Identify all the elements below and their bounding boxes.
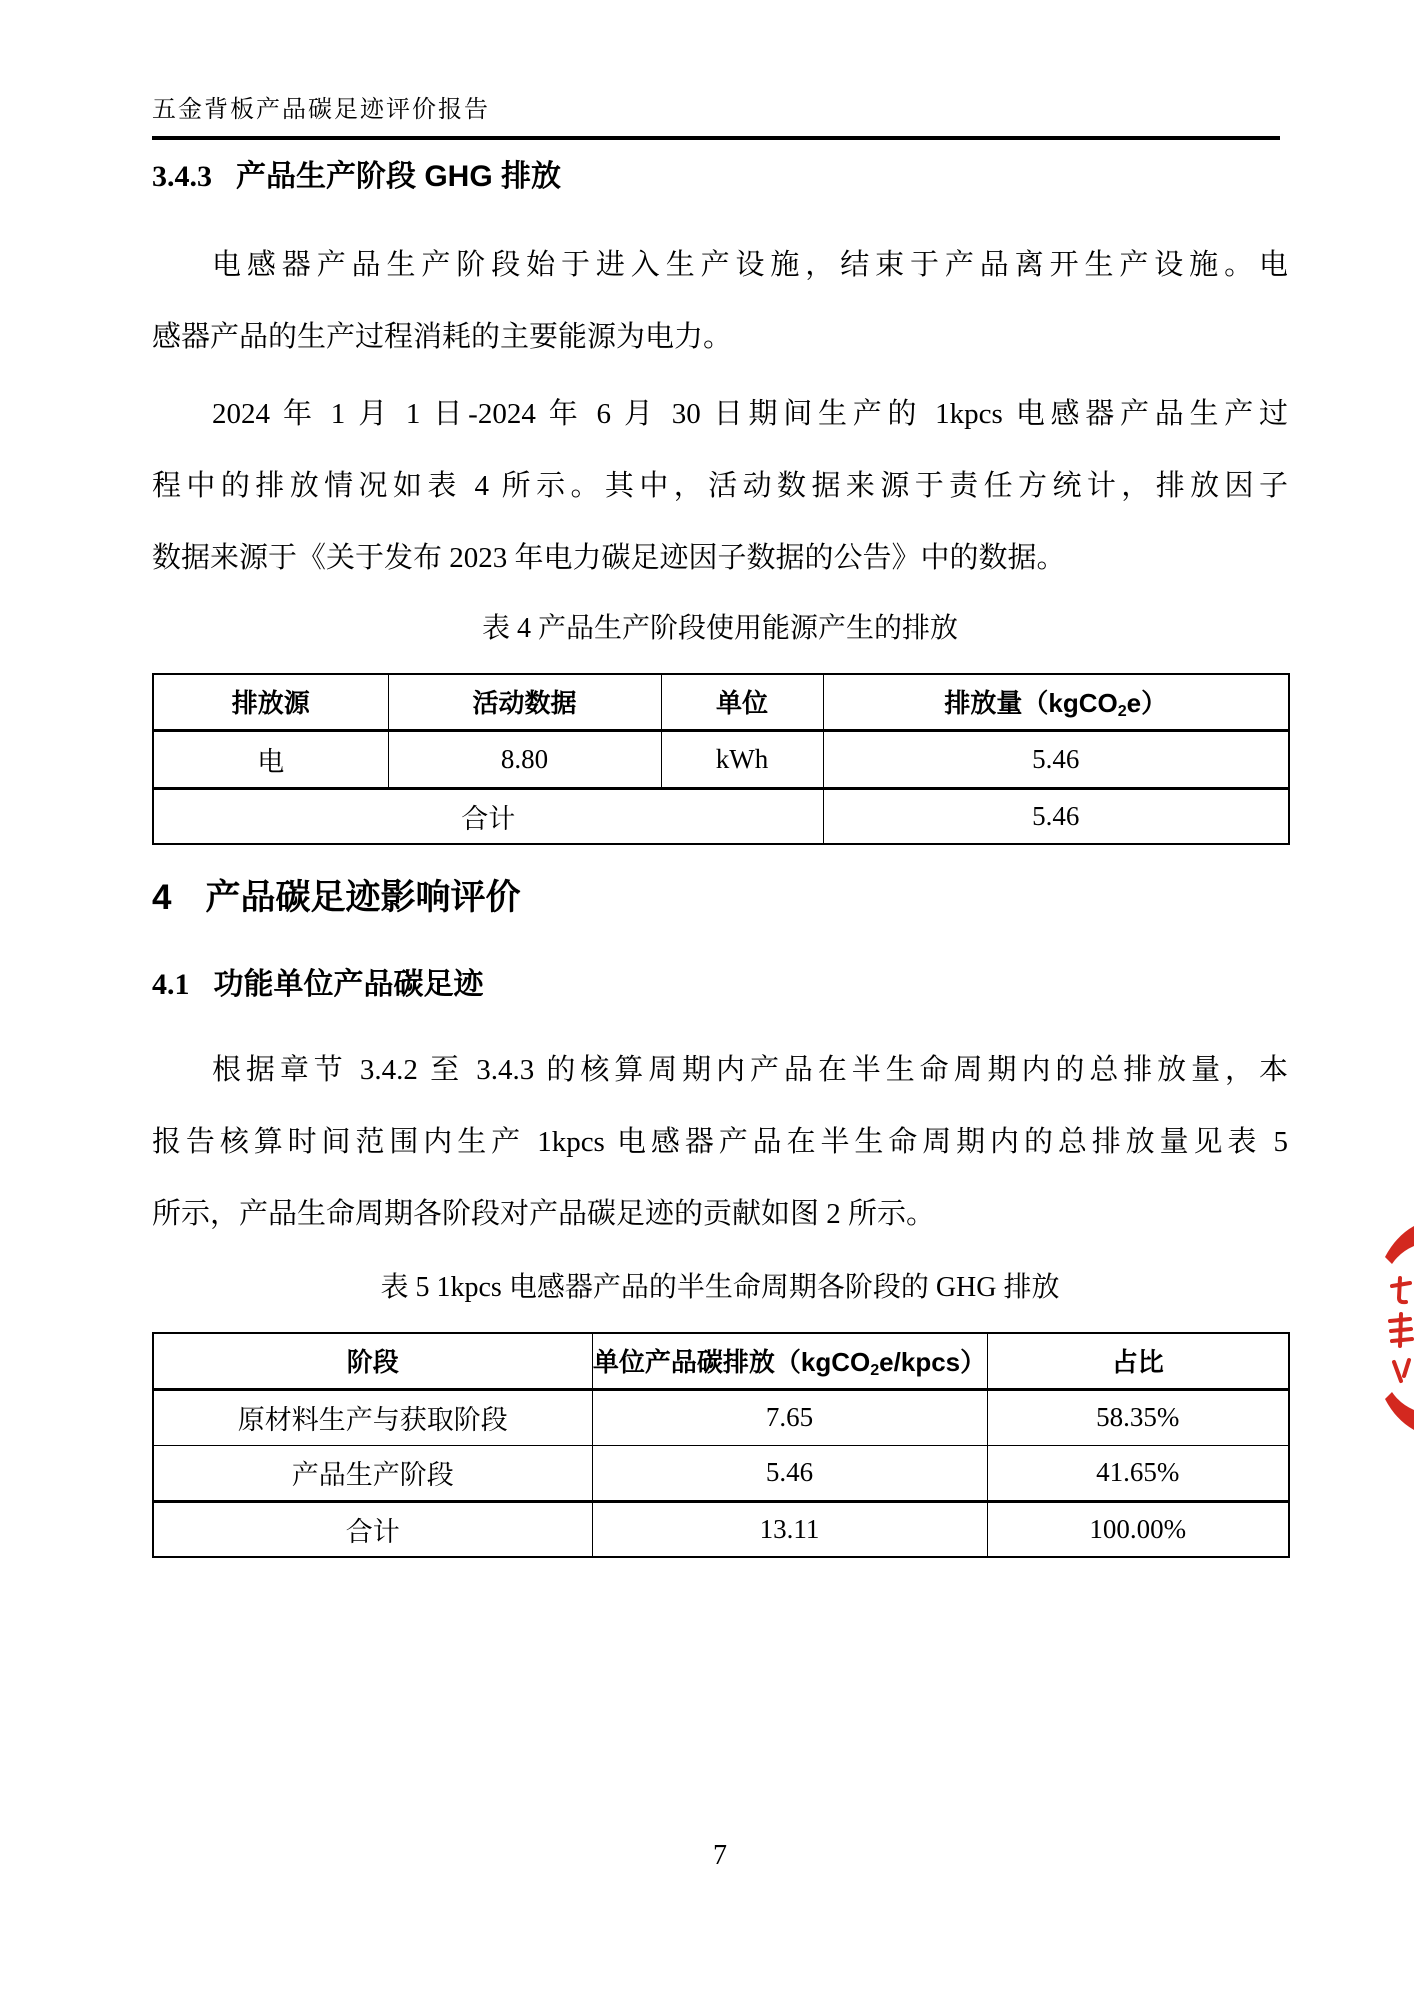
paragraph-1 [152,229,1288,373]
heading-number: 4 [152,878,172,917]
table4-caption: 表 4 产品生产阶段使用能源产生的排放 [481,613,958,644]
subscript-2: 2 [870,1360,880,1379]
cell-emission: 5.46 [823,730,1289,788]
cell-share: 58.35% [987,1389,1289,1445]
table-energy-emissions [152,673,1290,845]
cell-total-value: 13.11 [592,1501,987,1557]
cell-total-label: 合计 [153,788,823,844]
heading-label: 功能单位产品碳足迹 [213,968,484,1001]
cell-activity: 8.80 [388,730,661,788]
heading-3-4-3 [152,156,561,198]
table-total-row [153,1501,1289,1557]
paragraph-line: 程中的排放情况如表 4 所示。其中，活动数据来源于责任方统计，排放因子 [152,470,1288,502]
table-header-row [153,1333,1289,1389]
heading-number: 3.4.3 [152,160,212,193]
cell-total-emission: 5.46 [823,788,1289,844]
cell-source: 电 [153,730,388,788]
col-header-share: 占比 [987,1333,1289,1389]
cell-stage: 产品生产阶段 [153,1445,592,1501]
col-header-unit: 单位 [661,674,823,730]
table-row [153,730,1289,788]
seal-glyph-fragments [1390,1278,1412,1381]
cell-value: 7.65 [592,1389,987,1445]
cell-share: 41.65% [987,1445,1289,1501]
heading-number: 4.1 [152,968,190,1001]
cell-total-share: 100.00% [987,1501,1289,1557]
heading-4-1 [152,964,484,1006]
heading-label: 产品生产阶段 GHG 排放 [236,160,562,193]
header-rule [152,136,1280,140]
col-header-source: 排放源 [153,674,388,730]
paragraph-line: 数据来源于《关于发布 2023 年电力碳足迹因子数据的公告》中的数据。 [152,542,1066,574]
col-header-activity: 活动数据 [388,674,661,730]
table-row [153,1389,1289,1445]
col-header-emission: 排放量（kgCO$_2$e） [823,674,1289,730]
col-header-stage: 阶段 [153,1333,592,1389]
paragraph-line: 根据章节 3.4.2 至 3.4.3 的核算周期内产品在半生命周期内的总排放量，本 [212,1054,1288,1086]
running-header: 五金背板产品碳足迹评价报告 [152,97,490,123]
cell-value: 5.46 [592,1445,987,1501]
cell-stage: 原材料生产与获取阶段 [153,1389,592,1445]
table-row [153,1445,1289,1501]
paragraph-line: 2024 年 1 月 1 日-2024 年 6 月 30 日期间生产的 1kpcs 电感器产品生产过 [212,398,1288,430]
heading-4 [152,874,520,922]
col-header-value: 单位产品碳排放（kgCO$_2$e/kpcs） [592,1333,987,1389]
table-header-row [153,674,1289,730]
paragraph-line: 所示，产品生命周期各阶段对产品碳足迹的贡献如图 2 所示。 [152,1198,936,1230]
page-number: 7 [713,1840,727,1871]
partial-red-seal [1384,1226,1414,1430]
paragraph-3 [152,1034,1288,1250]
paragraph-line: 感器产品的生产过程消耗的主要能源为电力。 [152,321,733,353]
cell-total-label: 合计 [153,1501,592,1557]
paragraph-line: 报告核算时间范围内生产 1kpcs 电感器产品在半生命周期内的总排放量见表 5 [152,1126,1288,1158]
heading-label: 产品碳足迹影响评价 [205,878,521,917]
table-total-row [153,788,1289,844]
paragraph-2 [152,378,1288,594]
table5-caption: 表 5 1kpcs 电感器产品的半生命周期各阶段的 GHG 排放 [380,1272,1060,1303]
table-lifecycle-stages [152,1332,1290,1558]
cell-unit: kWh [661,730,823,788]
subscript-2: 2 [1117,701,1127,720]
paragraph-line: 电感器产品生产阶段始于进入生产设施，结束于产品离开生产设施。电 [212,249,1288,281]
